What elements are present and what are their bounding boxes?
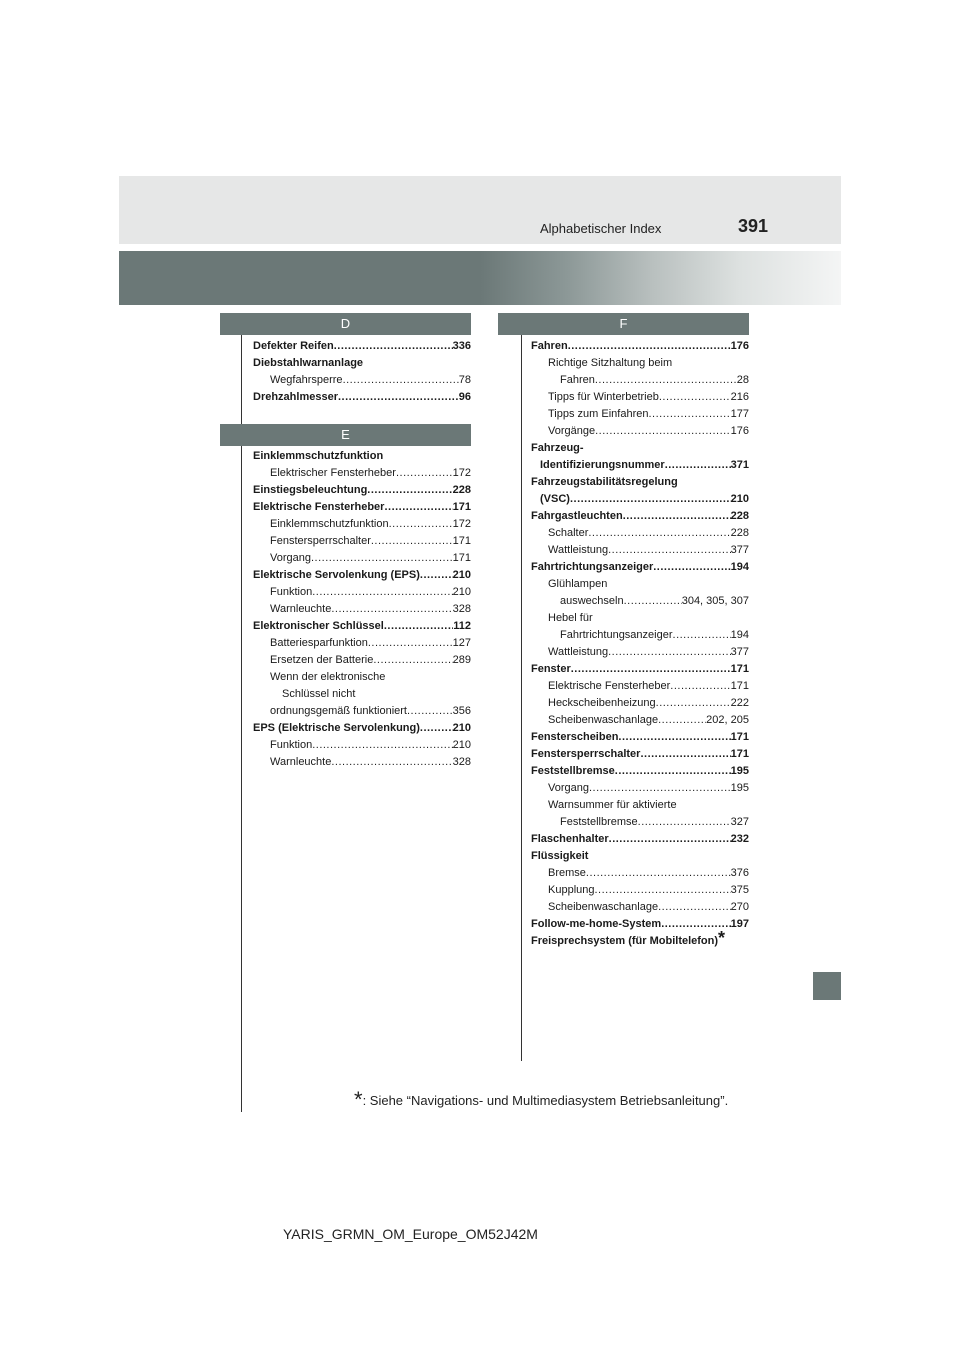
index-entry <box>253 338 471 355</box>
index-entry <box>531 389 749 406</box>
document-id: YARIS_GRMN_OM_Europe_OM52J42M <box>283 1226 538 1242</box>
index-entry <box>531 928 749 950</box>
index-entry <box>253 567 471 584</box>
index-entry-label: Wattleistung <box>548 646 609 658</box>
index-entry-page: 327 <box>730 816 749 828</box>
index-entry-label: Defekter Reifen <box>253 340 334 352</box>
leader-dots <box>588 525 730 542</box>
index-entry <box>253 703 471 720</box>
leader-dots <box>384 618 453 635</box>
leader-dots <box>658 899 731 916</box>
leader-dots <box>656 695 731 712</box>
index-entry <box>531 814 749 831</box>
index-entry <box>253 355 471 372</box>
index-entry <box>531 882 749 899</box>
index-entry-label: Schalter <box>548 527 589 539</box>
index-entry-label: Scheibenwaschanlage <box>548 901 659 913</box>
index-entry-label: Einklemmschutzfunktion <box>253 450 384 462</box>
index-entry <box>531 542 749 559</box>
index-entry-page: 194 <box>730 629 749 641</box>
index-entry <box>253 448 471 465</box>
leader-dots <box>608 542 731 559</box>
leader-dots <box>331 754 452 771</box>
index-entry-page: 177 <box>730 408 749 420</box>
leader-dots <box>659 389 731 406</box>
index-entry-page: 176 <box>730 340 749 352</box>
index-entry-label: Vorgänge <box>548 425 596 437</box>
index-entry <box>531 559 749 576</box>
index-entry-page: 232 <box>730 833 749 845</box>
index-entry <box>253 686 471 703</box>
index-entry <box>531 338 749 355</box>
index-entry <box>531 899 749 916</box>
leader-dots <box>338 389 459 406</box>
leader-dots <box>618 729 730 746</box>
index-entry <box>253 584 471 601</box>
index-entry-page: 376 <box>730 867 749 879</box>
index-entry-page: 171 <box>452 552 471 564</box>
index-entry <box>531 644 749 661</box>
leader-dots <box>608 644 731 661</box>
index-entry-page: 210 <box>730 493 749 505</box>
index-entry-label: Fenstersperrschalter <box>531 748 641 760</box>
index-entry <box>531 491 749 508</box>
leader-dots <box>312 584 452 601</box>
index-entry-label: Freisprechsystem (für Mobiltelefon) <box>531 935 719 947</box>
index-entry <box>531 831 749 848</box>
index-entry <box>253 635 471 652</box>
leader-dots <box>343 372 459 389</box>
section-header-d: D <box>220 313 471 335</box>
index-entry-label: Fensterscheiben <box>531 731 619 743</box>
footnote-marker: * <box>718 928 726 948</box>
index-entry-label: Fahren <box>531 340 568 352</box>
leader-dots <box>595 372 737 389</box>
index-entry <box>253 669 471 686</box>
index-list-d <box>253 338 471 406</box>
index-entry-page: 171 <box>452 501 471 513</box>
leader-dots <box>658 712 706 729</box>
leader-dots <box>609 831 731 848</box>
chapter-tab-marker <box>813 972 841 1000</box>
index-entry-page: 377 <box>730 646 749 658</box>
index-entry <box>531 661 749 678</box>
leader-dots <box>571 661 731 678</box>
index-entry-label: Funktion <box>270 586 313 598</box>
footnote <box>354 1087 728 1113</box>
leader-dots <box>595 882 731 899</box>
leader-dots <box>568 338 731 355</box>
index-entry-label: Batteriesparfunktion <box>270 637 368 649</box>
page-header-title: Alphabetischer Index <box>540 221 662 236</box>
index-entry <box>531 678 749 695</box>
leader-dots <box>670 678 730 695</box>
index-entry-label: ordnungsgemäß funktioniert <box>270 705 407 717</box>
index-entry-label: Warnsummer für aktivierte <box>548 799 677 811</box>
index-entry-page: 112 <box>453 620 471 632</box>
index-entry-label: Hebel für <box>548 612 593 624</box>
leader-dots <box>648 406 730 423</box>
leader-dots <box>624 593 682 610</box>
index-entry-page: 195 <box>730 765 749 777</box>
index-entry-label: Elektrische Fensterheber <box>548 680 671 692</box>
leader-dots <box>420 720 453 737</box>
index-entry-label: Ersetzen der Batterie <box>270 654 374 666</box>
index-entry-page: 202, 205 <box>706 714 749 726</box>
index-entry-page: 171 <box>730 663 749 675</box>
index-entry-label: Follow-me-home-System <box>531 918 662 930</box>
index-entry-page: 328 <box>452 603 471 615</box>
index-entry-label: Einklemmschutzfunktion <box>270 518 389 530</box>
index-entry-label: Schlüssel nicht <box>282 688 356 700</box>
section-header-e: E <box>220 424 471 446</box>
index-entry <box>253 499 471 516</box>
index-entry-page: 194 <box>730 561 749 573</box>
index-entry-label: Funktion <box>270 739 313 751</box>
index-entry-label: Wegfahrsperre <box>270 374 343 386</box>
leader-dots <box>586 865 731 882</box>
index-entry-label: Warnleuchte <box>270 603 332 615</box>
index-entry <box>531 423 749 440</box>
index-entry-label: Vorgang <box>270 552 311 564</box>
leader-dots <box>373 652 452 669</box>
index-entry-page: 127 <box>452 637 471 649</box>
index-entry-page: 228 <box>452 484 471 496</box>
index-entry-label: Fahren <box>560 374 595 386</box>
index-entry-label: Heckscheibenheizung <box>548 697 656 709</box>
section-header-f: F <box>498 313 749 335</box>
index-entry-label: Fahrtrichtungsanzeiger <box>560 629 673 641</box>
leader-dots <box>420 567 453 584</box>
index-entry-page: 375 <box>730 884 749 896</box>
leader-dots <box>623 508 731 525</box>
index-entry-page: 28 <box>736 374 749 386</box>
index-entry-page: 210 <box>452 569 471 581</box>
leader-dots <box>570 491 731 508</box>
index-entry-label: Elektronischer Schlüssel <box>253 620 384 632</box>
index-entry <box>531 763 749 780</box>
left-column-rule <box>241 334 242 1112</box>
leader-dots <box>334 338 453 355</box>
index-entry-label: Flüssigkeit <box>531 850 589 862</box>
index-entry-label: Elektrische Fensterheber <box>253 501 385 513</box>
index-entry <box>253 618 471 635</box>
index-entry <box>531 865 749 882</box>
index-entry-page: 210 <box>452 739 471 751</box>
index-entry <box>531 525 749 542</box>
index-entry-page: 172 <box>452 518 471 530</box>
leader-dots <box>368 635 453 652</box>
index-entry-page: 176 <box>730 425 749 437</box>
index-entry-label: Kupplung <box>548 884 595 896</box>
index-entry <box>531 916 749 933</box>
index-entry-label: Tipps zum Einfahren <box>548 408 649 420</box>
index-entry-label: (VSC) <box>540 493 570 505</box>
leader-dots <box>653 559 730 576</box>
index-entry-page: 336 <box>452 340 471 352</box>
index-entry-page: 197 <box>730 918 749 930</box>
leader-dots <box>640 746 730 763</box>
index-entry-label: EPS (Elektrische Servolenkung) <box>253 722 420 734</box>
leader-dots <box>615 763 731 780</box>
index-entry-label: Warnleuchte <box>270 756 332 768</box>
index-entry-page: 171 <box>730 680 749 692</box>
leader-dots <box>371 533 453 550</box>
leader-dots <box>389 516 453 533</box>
index-entry <box>531 610 749 627</box>
index-entry-label: Tipps für Winterbetrieb <box>548 391 659 403</box>
index-entry-page: 289 <box>452 654 471 666</box>
index-entry <box>531 729 749 746</box>
index-entry-label: Flaschenhalter <box>531 833 609 845</box>
index-list-e <box>253 448 471 771</box>
leader-dots <box>367 482 452 499</box>
index-entry-label: Bremse <box>548 867 586 879</box>
index-entry <box>531 355 749 372</box>
index-entry-label: Fahrtrichtungsanzeiger <box>531 561 654 573</box>
index-entry-page: 270 <box>730 901 749 913</box>
index-entry-label: Feststellbremse <box>531 765 615 777</box>
index-entry <box>531 797 749 814</box>
index-entry-page: 171 <box>452 535 471 547</box>
index-entry-label: Fahrgastleuchten <box>531 510 623 522</box>
footnote-star: * <box>354 1087 363 1112</box>
footnote-text: : Siehe “Navigations- und Multimediasystem Betriebsanleitung”. <box>362 1093 729 1108</box>
index-entry <box>253 533 471 550</box>
index-entry <box>531 593 749 610</box>
index-entry-label: Glühlampen <box>548 578 608 590</box>
index-entry <box>531 712 749 729</box>
index-entry-label: Identifizierungsnummer <box>540 459 665 471</box>
index-entry-page: 96 <box>458 391 471 403</box>
index-entry-label: Fahrzeugstabilitätsregelung <box>531 476 678 488</box>
decorative-gradient-band <box>119 251 841 305</box>
index-entry-label: Richtige Sitzhaltung beim <box>548 357 673 369</box>
index-entry <box>253 516 471 533</box>
index-entry <box>531 780 749 797</box>
index-entry-page: 216 <box>730 391 749 403</box>
index-entry <box>531 406 749 423</box>
index-entry-label: Fahrzeug- <box>531 442 584 454</box>
index-entry <box>531 440 749 457</box>
leader-dots <box>407 703 453 720</box>
index-entry-page: 222 <box>730 697 749 709</box>
index-entry-label: Wenn der elektronische <box>270 671 386 683</box>
leader-dots <box>311 550 453 567</box>
index-entry-label: Elektrische Servolenkung (EPS) <box>253 569 420 581</box>
index-entry-label: Scheibenwaschanlage <box>548 714 659 726</box>
index-entry <box>531 576 749 593</box>
leader-dots <box>384 499 452 516</box>
index-entry-page: 172 <box>452 467 471 479</box>
index-entry <box>531 746 749 763</box>
leader-dots <box>673 627 731 644</box>
index-entry-label: Vorgang <box>548 782 589 794</box>
index-entry-page: 195 <box>730 782 749 794</box>
index-entry-label: Fenstersperrschalter <box>270 535 371 547</box>
leader-dots <box>595 423 731 440</box>
index-entry <box>531 457 749 474</box>
index-entry <box>253 372 471 389</box>
index-entry-page: 228 <box>730 527 749 539</box>
index-entry-page: 328 <box>452 756 471 768</box>
index-entry <box>253 482 471 499</box>
index-entry <box>531 848 749 865</box>
index-entry <box>253 720 471 737</box>
index-entry-page: 304, 305, 307 <box>681 595 749 607</box>
index-entry <box>531 695 749 712</box>
index-entry-label: Einstiegsbeleuchtung <box>253 484 368 496</box>
index-entry-label: Feststellbremse <box>560 816 638 828</box>
index-entry-page: 228 <box>730 510 749 522</box>
index-entry <box>531 627 749 644</box>
index-entry <box>253 550 471 567</box>
index-entry-page: 210 <box>452 722 471 734</box>
index-entry <box>253 601 471 618</box>
page-number: 391 <box>738 216 769 236</box>
index-list-f <box>531 338 749 950</box>
leader-dots <box>396 465 453 482</box>
index-entry-page: 171 <box>730 731 749 743</box>
index-entry <box>253 754 471 771</box>
index-entry-label: Fenster <box>531 663 571 675</box>
index-entry-label: Diebstahlwarnanlage <box>253 357 364 369</box>
index-entry-page: 210 <box>452 586 471 598</box>
index-entry <box>253 465 471 482</box>
index-entry <box>531 508 749 525</box>
leader-dots <box>331 601 452 618</box>
index-entry-label: auswechseln <box>560 595 624 607</box>
page-header-bar <box>119 176 841 244</box>
index-entry <box>531 474 749 491</box>
index-entry-label: Wattleistung <box>548 544 609 556</box>
index-entry-page: 78 <box>458 374 471 386</box>
index-entry <box>531 372 749 389</box>
leader-dots <box>638 814 731 831</box>
index-entry <box>253 652 471 669</box>
index-entry-page: 377 <box>730 544 749 556</box>
index-entry <box>253 737 471 754</box>
leader-dots <box>665 457 731 474</box>
index-entry-label: Drehzahlmesser <box>253 391 338 403</box>
leader-dots <box>312 737 452 754</box>
index-entry <box>253 389 471 406</box>
leader-dots <box>589 780 731 797</box>
right-column-rule <box>521 334 522 1061</box>
index-entry-page: 171 <box>730 748 749 760</box>
index-entry-page: 356 <box>452 705 471 717</box>
index-entry-label: Elektrischer Fensterheber <box>270 467 396 479</box>
index-entry-page: 371 <box>730 459 749 471</box>
